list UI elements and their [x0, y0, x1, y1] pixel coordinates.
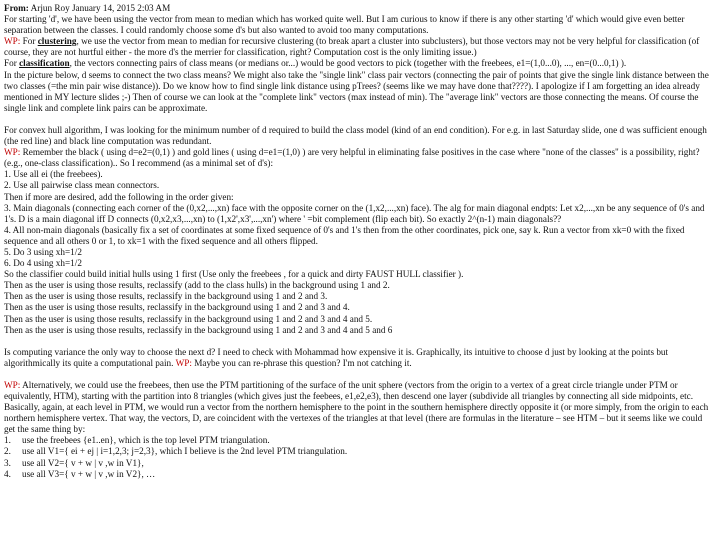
- wp-tag: WP:: [4, 379, 21, 390]
- paragraph-6: [4, 147, 714, 169]
- list1-item: Then as the user is using those results, reclassify in the background using 1 and 2 and 3 and 4.: [4, 302, 350, 313]
- paragraph-3-pre: For: [4, 58, 20, 69]
- spacer: [4, 336, 714, 347]
- list2-item: [4, 458, 714, 469]
- spacer: [4, 369, 714, 380]
- list1-item: 5. Do 3 using xh=1/2: [4, 246, 82, 257]
- list1-item: 2. Use all pairwise class mean connectors.: [4, 180, 160, 191]
- list2-item: [4, 469, 714, 480]
- wp-tag: WP:: [175, 357, 192, 368]
- list2-text: use all V3={ v + w | v ,w in V2}, …: [22, 468, 156, 479]
- list1-item: Then if more are desired, add the following in the order given:: [4, 191, 234, 202]
- list2-number: 4.: [4, 468, 11, 479]
- paragraph-2-pre: For: [20, 36, 38, 47]
- paragraph-5: For convex hull algorithm, I was looking for the minimum number of d required to build the class model (kind of an end condition). For e.g. in last Saturday slide, one d was sufficient enough (the red line) and black line computation was redundant.: [4, 124, 707, 147]
- paragraph-2-post: , we use the vector from mean to median for recursive clustering (to break apart a cluster into subclusters), but those vectors may not be very helpful for classification (of course, they are not hurtful either - the more d's the merrier for classification, right? Computation cost is the only limiting issue.): [4, 36, 700, 58]
- clustering-term: clustering: [37, 36, 77, 47]
- paragraph-8: [4, 380, 714, 435]
- list1-item: 6. Do 4 using xh=1/2: [4, 258, 82, 269]
- paragraph-1: For starting 'd', we have been using the vector from mean to median which has worked quite well. But I am curious to know if there is any other starting 'd' which would give even better separation between the classes. I could randomly choose some d's but also wanted to avoid too many computations.: [4, 14, 685, 36]
- classification-term: classification: [19, 58, 70, 69]
- list2-number: 2.: [4, 446, 11, 457]
- list1-item: 1. Use all ei (the freebees).: [4, 169, 103, 180]
- list1-item: Then as the user is using those results, reclassify (add to the class hulls) in the background using 1 and 2.: [4, 280, 390, 291]
- from-text: Arjun Roy January 14, 2015 2:03 AM: [30, 3, 171, 13]
- paragraph-7-tail: Maybe you can re-phrase this question? I'm not catching it.: [191, 357, 412, 368]
- from-label: From:: [4, 3, 29, 13]
- paragraph-6-text: Remember the black ( using d=e2=(0,1) ) and gold lines ( using d=e1=(1,0) ) are very helpful in eliminating false positives in the case where "none of the classes" is a possibility, right? (e.g., one-class classification).. So I recommend (as a minimal set of d's):: [4, 147, 700, 169]
- list2-item: [4, 446, 714, 457]
- paragraph-8-text: Alternatively, we could use the freebees, then use the PTM partitioning of the surface of the unit sphere (vectors from the origin to a vertex of a great circle triangle under PTM or equivalently, HTM), starting with the partition into 8 triangles (which gives just the feebees, e1,e2,e3), then descend one layer (subdivide all triangles by connecting all side midpoints, etc. Basically, again, at each level in PTM, we would run a vector from the northern hemisphere to the point in the southern hemisphere directly opposite it (or more simply, from the origin to each northern hemisphere vertex. That way, the vectors, D, are coincident with the vertexes of the triangles at that level (there are formulas in the literature – see HTM – but it seems like we could get the same thing by:: [4, 379, 709, 435]
- paragraph-3-post: , the vectors connecting pairs of class means (or medians or...) would be good vectors to pick (together with the freebees, e1=(1,0...0), ..., en=(0...0,1) ).: [69, 58, 627, 69]
- paragraph-7: [4, 347, 714, 369]
- list1-item: So the classifier could build initial hulls using 1 first (Use only the freebees , for a quick and dirty FAUST HULL classifier ).: [4, 269, 464, 280]
- list2-text: use all V2={ v + w | v ,w in V1},: [22, 457, 144, 468]
- email-header: [4, 3, 714, 14]
- list2-number: 3.: [4, 457, 11, 468]
- list2-item: [4, 435, 714, 446]
- list1-item: 3. Main diagonals (connecting each corner of the (0,x2,...,xn) face with the opposite corner on the (1,x2,...,xn) face). The alg for main diagonal endpts: Let x2,...,xn be any sequence of 0's and 1's. D is a main diagonal iff D connects (0,x2,x3,...,xn) to (1,x2',x3',...,xn') where ' =bit complement (flip each bit). So exactly 2^(n-1) main diagonals??: [4, 202, 705, 224]
- paragraph-7-text: Is computing variance the only way to choose the next d? I need to check with Mohammad how expensive it is. Graphically, its intuitive to choose d just by looking at the points but algorithmically its quite a computational pain.: [4, 346, 669, 368]
- list1-item: Then as the user is using those results, reclassify in the background using 1 and 2 and 3 and 4 and 5 and 6: [4, 324, 393, 335]
- list1-item: Then as the user is using those results, reclassify in the background using 1 and 2 and 3 and 4 and 5.: [4, 313, 373, 324]
- list2-number: 1.: [4, 435, 11, 446]
- list1-item: Then as the user is using those results, reclassify in the background using 1 and 2 and 3.: [4, 291, 328, 302]
- wp-tag: WP:: [4, 147, 21, 158]
- paragraph-3: [4, 58, 714, 69]
- paragraph-4: In the picture below, d seems to connect the two class means? We might also take the "single link" class pair vectors (connecting the pair of points that give the single link distance between the two classes (=the min pair wise distance)). Do we know how to find single link distance using pTrees? (seems like we may have done that????). I apologize if I am forgetting an idea already mentioned in MY lecture slides ;-) Then of course we can look at the "complete link" vectors (max instead of min). The "average link" vectors are those connecting the means. Of course the single link and complete link pairs can be approximate.: [4, 69, 709, 113]
- spacer: [4, 114, 714, 125]
- paragraph-2: [4, 36, 714, 58]
- wp-tag: WP:: [4, 36, 21, 47]
- list2-text: use all V1={ ei + ej | i=1,2,3; j=2,3}, which I believe is the 2nd level PTM triangulation.: [22, 446, 348, 457]
- list1-item: 4. All non-main diagonals (basically fix a set of coordinates at some fixed sequence of 0's and 1's then from the other coordinates, pick one, say k. Run a vector from xk=0 with the fixed sequence and all others 0 or 1, to xk=1 with the fixed sequence and all others flipped.: [4, 224, 685, 246]
- list2-text: use the freebees {e1..en}, which is the top level PTM triangulation.: [22, 435, 270, 446]
